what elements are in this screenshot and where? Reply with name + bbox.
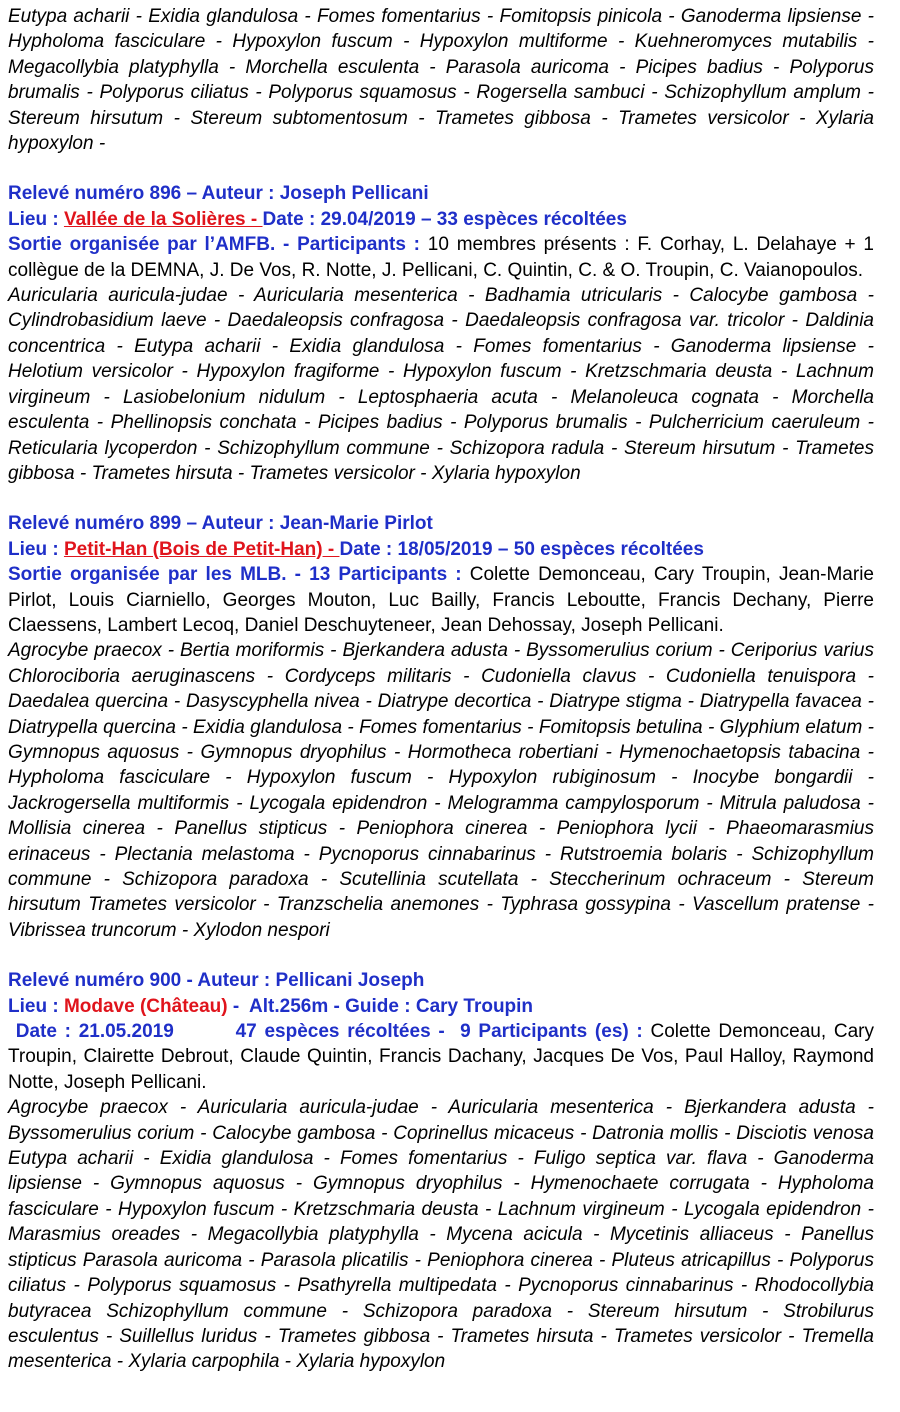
participants-list: 10 membres présents : F. Corhay, L. Delahaye + 1 collègue de la DEMNA, J. De Vos, R. Notte, J. Pellicani, C. Quintin, C. & O. Troupin, C. Vaianopoulos. bbox=[8, 234, 874, 281]
record-participants bbox=[8, 1019, 874, 1095]
section-gap bbox=[8, 486, 874, 511]
location-alt-guide: - Alt.256m - Guide : Cary Troupin bbox=[227, 995, 534, 1017]
record-location-line bbox=[8, 207, 874, 232]
record-location-line bbox=[8, 994, 874, 1019]
location-value: Vallée de la Solières - bbox=[63, 208, 263, 230]
top-species-list: Eutypa acharii - Exidia glandulosa - Fomes fomentarius - Fomitopsis pinicola - Ganoderma lipsiense - Hypholoma fasciculare - Hypoxylon fuscum - Hypoxylon multiforme - Kuehneromyces mutabilis - Megacollybia platyphylla - Morchella esculenta - Parasola auricoma - Picipes badius - Polyporus brumalis - Polyporus ciliatus - Polyporus squamosus - Rogersella sambuci - Schizophyllum amplum - Stereum hirsutum - Stereum subtomentosum - Trametes gibbosa - Trametes versicolor - Xylaria hypoxylon - bbox=[8, 6, 874, 155]
record-heading: Relevé numéro 896 – Auteur : Joseph Pellicani bbox=[8, 183, 429, 205]
location-date-count: Date : 29.04/2019 – 33 espèces récoltées bbox=[262, 208, 627, 230]
record-heading: Relevé numéro 899 – Auteur : Jean-Marie Pirlot bbox=[8, 513, 433, 535]
section-gap bbox=[8, 943, 874, 968]
record-900 bbox=[8, 968, 874, 1375]
record-899 bbox=[8, 511, 874, 943]
outing-label: Sortie organisée par l’AMFB. - Participants : bbox=[8, 234, 428, 256]
record-participants bbox=[8, 232, 874, 283]
participants-list: Colette Demonceau, Cary Troupin, Jean-Marie Pirlot, Louis Ciarniello, Georges Mouton, Luc Bailly, Francis Leboutte, Francis Dechany, Pierre Claessens, Lambert Lecoq, Daniel Deschuyteneer, Jean Dehossay, Joseph Pellicani. bbox=[8, 564, 874, 636]
record-896 bbox=[8, 181, 874, 486]
location-value: Petit-Han (Bois de Petit-Han) - bbox=[63, 538, 340, 560]
record-species-list: Auricularia auricula-judae - Auricularia mesenterica - Badhamia utricularis - Calocybe gambosa - Cylindrobasidium laeve - Daedaleopsis confragosa - Daedaleopsis confragosa var. tricolor - Daldinia concentrica - Eutypa acharii - Exidia glandulosa - Fomes fomentarius - Ganoderma lipsiense - Helotium versicolor - Hypoxylon fragiforme - Hypoxylon fuscum - Kretzschmaria deusta - Lachnum virgineum - Lasiobelonium nidulum - Leptosphaeria acuta - Melanoleuca cognata - Morchella esculenta - Phellinopsis conchata - Picipes badius - Polyporus brumalis - Pulcherricium caeruleum - Reticularia lycoperdon - Schizophyllum commune - Schizopora radula - Stereum hirsutum - Trametes gibbosa - Trametes hirsuta - Trametes versicolor - Xylaria hypoxylon bbox=[8, 285, 874, 484]
record-heading: Relevé numéro 900 - Auteur : Pellicani Joseph bbox=[8, 970, 425, 992]
location-date-count: Date : 18/05/2019 – 50 espèces récoltées bbox=[339, 538, 704, 560]
location-label: Lieu : bbox=[8, 208, 64, 230]
outing-label: Sortie organisée par les MLB. - 13 Participants : bbox=[8, 564, 470, 586]
record-location-line bbox=[8, 537, 874, 562]
date-count-label: Date : 21.05.2019 47 espèces récoltées - 9 Participants (es) : bbox=[8, 1021, 651, 1043]
location-value: Modave (Château) bbox=[63, 995, 228, 1017]
record-species-list: Agrocybe praecox - Auricularia auricula-judae - Auricularia mesenterica - Bjerkandera adusta - Byssomerulius corium - Calocybe gambosa - Coprinellus micaceus - Datronia mollis - Disciotis venosa Eutypa acharii - Exidia glandulosa - Fomes fomentarius - Fuligo septica var. flava - Ganoderma lipsiense - Gymnopus aquosus - Gymnopus dryophilus - Hymenochaete corrugata - Hypholoma fasciculare - Hypoxylon fuscum - Kretzschmaria deusta - Lachnum virgineum - Lycogala epidendron - Marasmius oreades - Megacollybia platyphylla - Mycena acicula - Mycetinis alliaceus - Panellus stipticus Parasola auricoma - Parasola plicatilis - Peniophora cinerea - Pluteus atricapillus - Polyporus ciliatus - Polyporus squamosus - Psathyrella multipedata - Pycnoporus cinnabarinus - Rhodocollybia butyracea Schizophyllum commune - Schizopora paradoxa - Stereum hirsutum - Strobilurus esculentus - Suillellus luridus - Trametes gibbosa - Trametes hirsuta - Trametes versicolor - Tremella mesenterica - Xylaria carpophila - Xylaria hypoxylon bbox=[8, 1097, 874, 1373]
record-participants bbox=[8, 562, 874, 638]
location-label: Lieu : bbox=[8, 538, 64, 560]
record-species-list: Agrocybe praecox - Bertia moriformis - Bjerkandera adusta - Byssomerulius corium - Ceriporius varius Chlorociboria aeruginascens - Cordyceps militaris - Cudoniella clavus - Cudoniella tenuispora - Daedalea quercina - Dasyscyphella nivea - Diatrype decortica - Diatrype stigma - Diatrypella favacea - Diatrypella quercina - Exidia glandulosa - Fomes fomentarius - Fomitopsis betulina - Glyphium elatum - Gymnopus aquosus - Gymnopus dryophilus - Hormotheca robertiani - Hymenochaetopsis tabacina - Hypholoma fasciculare - Hypoxylon fuscum - Hypoxylon rubiginosum - Inocybe bongardii - Jackrogersella multiformis - Lycogala epidendron - Melogramma campylosporum - Mitrula paludosa - Mollisia cinerea - Panellus stipticus - Peniophora cinerea - Peniophora lycii - Phaeomarasmius erinaceus - Plectania melastoma - Pycnoporus cinnabarinus - Rutstroemia bolaris - Schizophyllum commune - Schizopora paradoxa - Scutellinia scutellata - Steccherinum ochraceum - Stereum hirsutum Trametes versicolor - Tranzschelia anemones - Typhrasa gossypina - Vascellum pratense - Vibrissea truncorum - Xylodon nespori bbox=[8, 640, 874, 941]
location-label: Lieu : bbox=[8, 995, 64, 1017]
participants-list: Colette Demonceau, Cary Troupin, Clairette Debrout, Claude Quintin, Francis Dachany, Jacques De Vos, Paul Halloy, Raymond Notte, Joseph Pellicani. bbox=[8, 1021, 874, 1093]
section-gap bbox=[8, 156, 874, 181]
